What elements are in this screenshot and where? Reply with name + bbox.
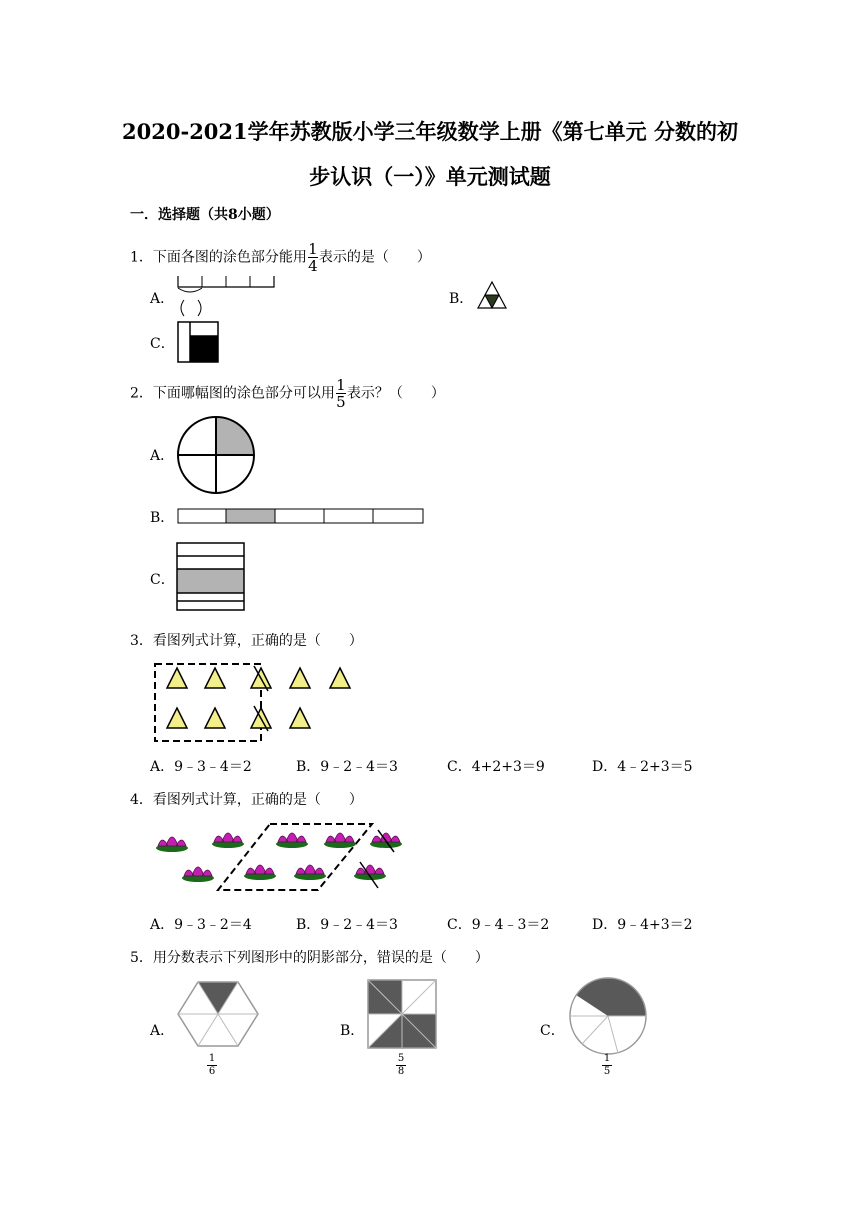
question-2 <box>130 378 445 409</box>
q5-option-c-label[interactable]: C． <box>540 1023 565 1039</box>
q5-option-b-square <box>366 978 438 1050</box>
question-2-post: 表示？（ ） <box>346 385 445 402</box>
q1-option-a-label[interactable]: A． <box>150 291 175 307</box>
question-2-pre: 2．下面哪幅图的涂色部分可以用 <box>130 385 335 402</box>
q1-option-a-figure <box>176 276 278 318</box>
q5-option-a-label[interactable]: A． <box>150 1023 175 1039</box>
q2-option-a-circle <box>176 415 256 495</box>
page-title-line1: 2020-2021学年苏教版小学三年级数学上册《第七单元 分数的初 <box>122 119 738 144</box>
q4-lotus-figure <box>150 818 412 898</box>
q1-option-b-label[interactable]: B． <box>449 291 474 307</box>
q2-option-c-rectangle <box>176 542 246 612</box>
section-heading: 一．选择题（共8小题） <box>130 207 280 223</box>
q5-a-caption: 1 6 <box>208 1053 216 1077</box>
fraction-one-quarter: $\frac{1}{4}$ <box>308 240 318 275</box>
q5-option-a-hexagon <box>176 978 260 1050</box>
question-5: 5．用分数表示下列图形中的阴影部分，错误的是（ ） <box>130 950 489 966</box>
question-1 <box>130 242 431 273</box>
q5-option-c-circle <box>568 976 648 1056</box>
q2-option-a-label[interactable]: A． <box>150 448 175 464</box>
question-1-post: 表示的是（ ） <box>318 249 431 266</box>
question-3: 3．看图列式计算，正确的是（ ） <box>130 633 363 649</box>
q4-option-c[interactable]: C．9﹣4﹣3＝2 <box>447 917 550 933</box>
q1-option-c-square <box>177 321 219 363</box>
q5-c-caption: 1 5 <box>603 1053 611 1077</box>
page-title-line2: 步认识（一）》单元测试题 <box>309 164 551 189</box>
q3-option-b[interactable]: B．9﹣2﹣4＝3 <box>296 759 398 775</box>
q3-triangles-figure <box>150 658 360 748</box>
fraction-one-fifth: $\frac{1}{5}$ <box>336 376 346 411</box>
q3-option-d[interactable]: D．4﹣2+3＝5 <box>592 759 693 775</box>
q3-option-c[interactable]: C．4+2+3＝9 <box>447 759 545 775</box>
q4-option-b[interactable]: B．9﹣2﹣4＝3 <box>296 917 398 933</box>
q1-option-c-label[interactable]: C． <box>150 336 175 352</box>
q2-option-b-strip <box>177 508 425 524</box>
q3-option-a[interactable]: A．9﹣3﹣4＝2 <box>150 759 252 775</box>
q5-b-caption: 5 8 <box>397 1053 405 1077</box>
q4-option-a[interactable]: A．9﹣3﹣2＝4 <box>150 917 252 933</box>
question-1-pre: 1．下面各图的涂色部分能用 <box>130 249 307 266</box>
q4-option-d[interactable]: D．9﹣4+3＝2 <box>592 917 693 933</box>
question-4: 4．看图列式计算，正确的是（ ） <box>130 792 363 808</box>
q2-option-c-label[interactable]: C． <box>150 572 175 588</box>
q5-option-b-label[interactable]: B． <box>340 1023 365 1039</box>
q1-option-b-triangle <box>476 280 508 312</box>
q2-option-b-label[interactable]: B． <box>150 510 175 526</box>
